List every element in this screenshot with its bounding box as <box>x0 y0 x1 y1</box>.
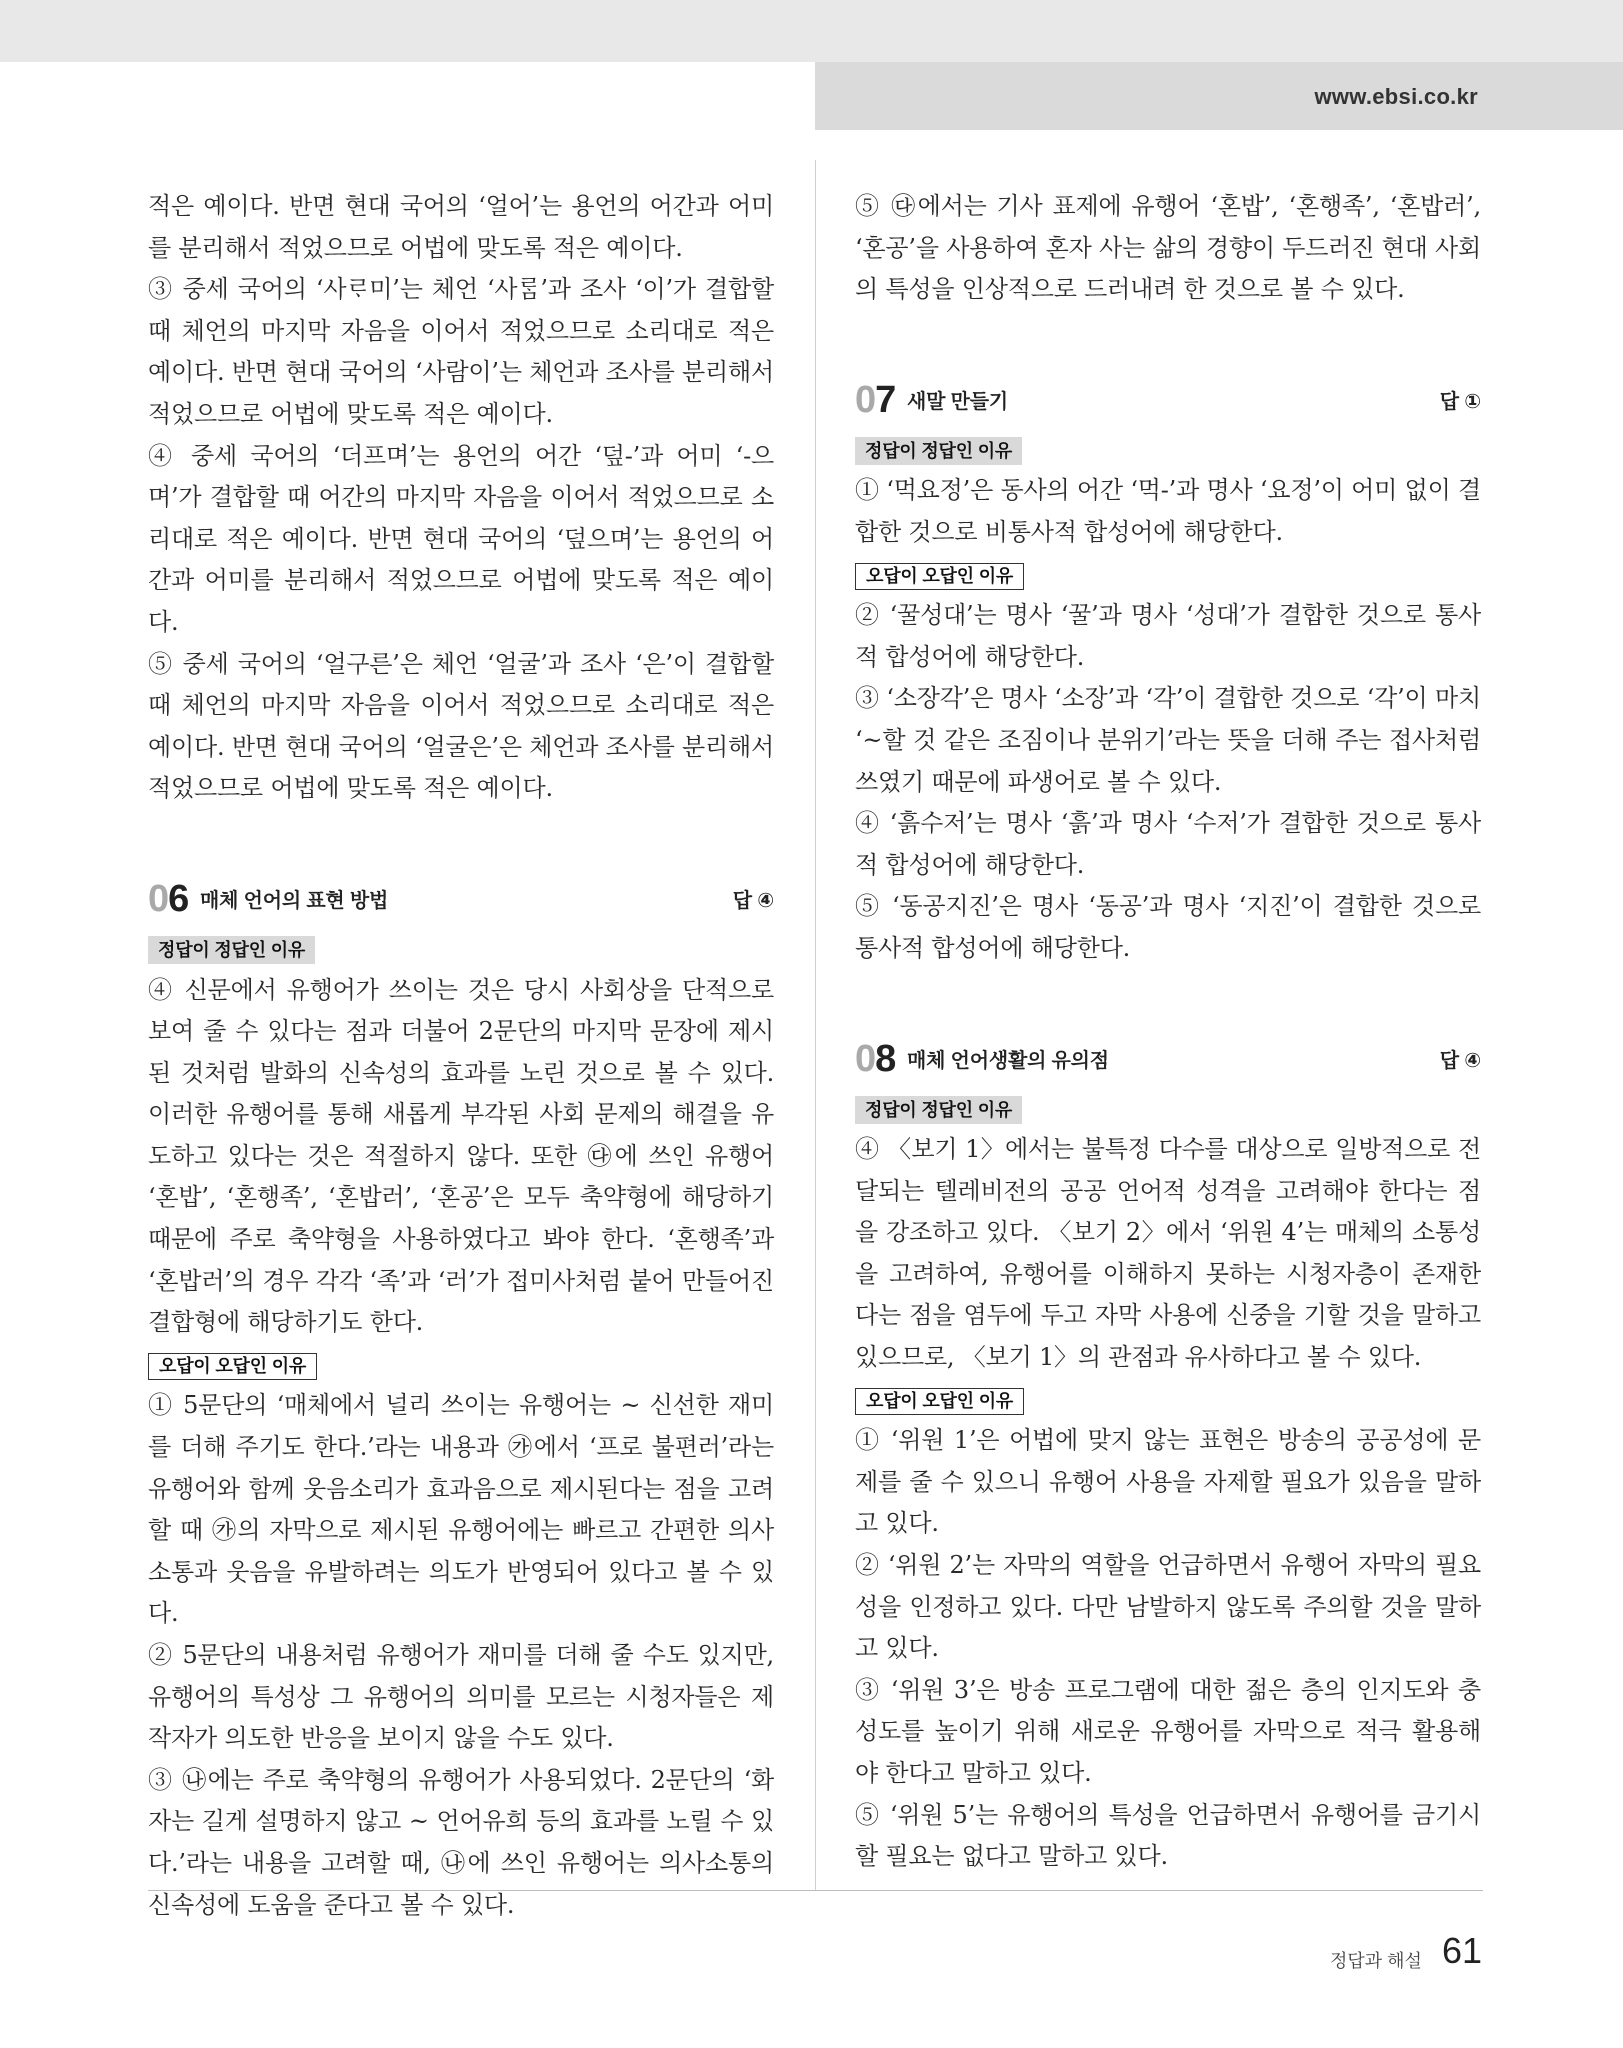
section-number: 08 <box>855 1037 896 1080</box>
section-title: 매체 언어의 표현 방법 <box>200 889 389 912</box>
paragraph: ② ‘위원 2’는 자막의 역할을 언급하면서 유행어 자막의 필요성을 인정하고 있다. 다만 남발하지 않도록 주의할 것을 말하고 있다. <box>855 1551 1481 1663</box>
paragraph: ③ ‘소장각’은 명사 ‘소장’과 ‘각’이 결합한 것으로 ‘각’이 마치 ‘~할 것 같은 조짐이나 분위기’라는 뜻을 더해 주는 접사처럼 쓰였기 때문에 파생어로 볼 수 있다. <box>855 684 1481 796</box>
section-title: 새말 만들기 <box>907 390 1008 413</box>
paragraph: 적은 예이다. 반면 현대 국어의 ‘얼어’는 용언의 어간과 어미를 분리해서 적었으므로 어법에 맞도록 적은 예이다. <box>148 192 774 262</box>
correct-reason-badge: 정답이 정답인 이유 <box>148 936 315 964</box>
section-answer: 답 ④ <box>732 889 774 912</box>
paragraph: ⑤ ‘위원 5’는 유행어의 특성을 언급하면서 유행어를 금기시할 필요는 없다고 말하고 있다. <box>855 1800 1481 1871</box>
header-band-shape <box>0 0 1623 130</box>
wrong-reason-badge: 오답이 오답인 이유 <box>855 1388 1024 1415</box>
section-gap <box>855 311 1481 377</box>
paragraph: ④ 신문에서 유행어가 쓰이는 것은 당시 사회상을 단적으로 보여 줄 수 있다는 점과 더불어 2문단의 마지막 문장에 제시된 것처럼 발화의 신속성의 효과를 노린 것으로 볼 수 있다. 이러한 유행어를 통해 새롭게 부각된 사회 문제의 해결을 유도하고 있다는 것은 적절하지 않다. 또한 ㉰에 쓰인 유행어 ‘혼밥’, ‘혼행족’, ‘혼밥러’, ‘혼공’은 모두 축약형에 해당하기 때문에 주로 축약형을 사용하였다고 봐야 한다. ‘혼행족’과 ‘혼밥러’의 경우 각각 ‘족’과 ‘러’가 접미사처럼 붙어 만들어진 결합형에 해당하기도 한다. <box>148 975 774 1337</box>
wrong-reason-badge: 오답이 오답인 이유 <box>855 563 1024 590</box>
paragraph: ② 5문단의 내용처럼 유행어가 재미를 더해 줄 수도 있지만, 유행어의 특성상 그 유행어의 의미를 모르는 시청자들은 제작자가 의도한 반응을 보이지 않을 수도 있다. <box>148 1641 774 1753</box>
section-answer: 답 ① <box>1439 390 1481 413</box>
paragraph: ④ 〈보기 1〉에서는 불특정 다수를 대상으로 일방적으로 전달되는 텔레비전의 공공 언어적 성격을 고려해야 한다는 점을 강조하고 있다. 〈보기 2〉에서 ‘위원 4’는 매체의 소통성을 고려하여, 유행어를 이해하지 못하는 시청자층이 존재한다는 점을 염두에 두고 자막 사용에 신중을 기할 것을 말하고 있으므로, 〈보기 1〉의 관점과 유사하다고 볼 수 있다. <box>855 1135 1481 1372</box>
paragraph: ⑤ ㉰에서는 기사 표제에 유행어 ‘혼밥’, ‘혼행족’, ‘혼밥러’, ‘혼공’을 사용하여 혼자 사는 삶의 경향이 두드러진 현대 사회의 특성을 인상적으로 드러내려 한 것으로 볼 수 있다. <box>855 192 1481 304</box>
paragraph: ⑤ 중세 국어의 ‘얼구른’은 체언 ‘얼굴’과 조사 ‘은’이 결합할 때 체언의 마지막 자음을 이어서 적었으므로 소리대로 적은 예이다. 반면 현대 국어의 ‘얼굴은’은 체언과 조사를 분리해서 적었으므로 어법에 맞도록 적은 예이다. <box>148 649 774 803</box>
column-divider <box>815 160 816 1890</box>
section-08-header <box>855 1036 1481 1082</box>
footer-label: 정답과 해설 <box>1330 1951 1422 1971</box>
section-number: 07 <box>855 378 896 421</box>
wrong-reason-badge: 오답이 오답인 이유 <box>148 1353 317 1380</box>
right-column <box>855 186 1481 1878</box>
paragraph: ③ 중세 국어의 ‘사ᄅᆞ미’는 체언 ‘사ᄅᆞᆷ’과 조사 ‘이’가 결합할 때 체언의 마지막 자음을 이어서 적었으므로 소리대로 적은 예이다. 반면 현대 국어의 ‘사람이’는 체언과 조사를 분리해서 적었으므로 어법에 맞도록 적은 예이다. <box>148 275 774 428</box>
paragraph: ④ ‘흙수저’는 명사 ‘흙’과 명사 ‘수저’가 결합한 것으로 통사적 합성어에 해당한다. <box>855 809 1481 879</box>
paragraph: ① ‘먹요정’은 동사의 어간 ‘먹-’과 명사 ‘요정’이 어미 없이 결합한 것으로 비통사적 합성어에 해당한다. <box>855 476 1481 546</box>
paragraph: ③ ㉯에는 주로 축약형의 유행어가 사용되었다. 2문단의 ‘화자는 길게 설명하지 않고 ~ 언어유희 등의 효과를 노릴 수 있다.’라는 내용을 고려할 때, ㉯에 쓰인 유행어는 의사소통의 신속성에 도움을 준다고 볼 수 있다. <box>148 1765 774 1919</box>
paragraph: ① ‘위원 1’은 어법에 맞지 않는 표현은 방송의 공공성에 문제를 줄 수 있으니 유행어 사용을 자제할 필요가 있음을 말하고 있다. <box>855 1426 1482 1538</box>
section-number: 06 <box>148 877 189 920</box>
paragraph: ③ ‘위원 3’은 방송 프로그램에 대한 젊은 층의 인지도와 충성도를 높이기 위해 새로운 유행어를 자막으로 적극 활용해야 한다고 말하고 있다. <box>855 1675 1481 1787</box>
left-column <box>148 186 774 1926</box>
section-07-header <box>855 377 1481 423</box>
paragraph: ⑤ ‘동공지진’은 명사 ‘동공’과 명사 ‘지진’이 결합한 것으로 통사적 합성어에 해당한다. <box>855 892 1481 962</box>
correct-reason-badge: 정답이 정답인 이유 <box>855 1096 1022 1124</box>
site-url: www.ebsi.co.kr <box>1314 84 1478 109</box>
paragraph: ④ 중세 국어의 ‘더프며’는 용언의 어간 ‘덮-’과 어미 ‘-으며’가 결합할 때 어간의 마지막 자음을 이어서 적었으므로 소리대로 적은 예이다. 반면 현대 국어의 ‘덮으며’는 용언의 어간과 어미를 분리해서 적었으므로 어법에 맞도록 적은 예이다. <box>148 441 774 636</box>
page-number: 61 <box>1442 1930 1483 1971</box>
section-answer: 답 ④ <box>1439 1049 1481 1072</box>
section-gap <box>855 970 1481 1036</box>
footer-rule <box>148 1890 1483 1891</box>
section-06-header <box>148 876 774 922</box>
correct-reason-badge: 정답이 정답인 이유 <box>855 437 1022 465</box>
paragraph: ② ‘꿀성대’는 명사 ‘꿀’과 명사 ‘성대’가 결합한 것으로 통사적 합성어에 해당한다. <box>855 601 1481 671</box>
header-band <box>0 0 1623 130</box>
paragraph: ① 5문단의 ‘매체에서 널리 쓰이는 유행어는 ~ 신선한 재미를 더해 주기도 한다.’라는 내용과 ㉮에서 ‘프로 불편러’라는 유행어와 함께 웃음소리가 효과음으로 제시된다는 점을 고려할 때 ㉮의 자막으로 제시된 유행어에는 빠르고 간편한 의사소통과 웃음을 유발하려는 의도가 반영되어 있다고 볼 수 있다. <box>148 1391 774 1628</box>
section-title: 매체 언어생활의 유의점 <box>907 1049 1109 1072</box>
section-gap <box>148 810 774 876</box>
